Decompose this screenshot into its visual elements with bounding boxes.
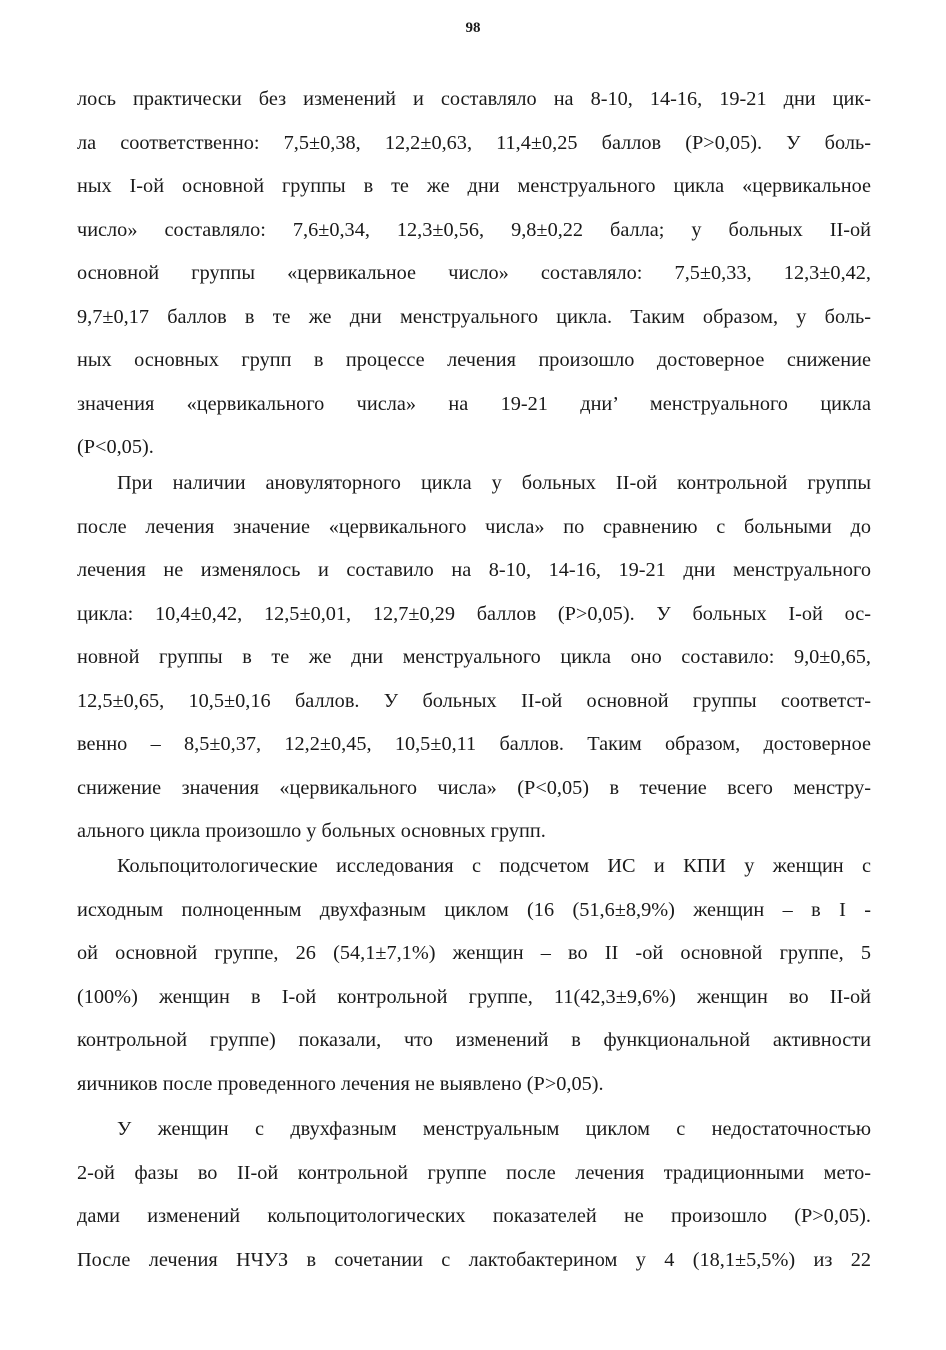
text-line: число» составляло: 7,6±0,34, 12,3±0,56, 9,8±0,22 балла; у больных II-ой [77,218,871,241]
text-line: 2-ой фазы во II-ой контрольной группе после лечения традиционными мето- [77,1161,871,1184]
text-line: Кольпоцитологические исследования с подсчетом ИС и КПИ у женщин с [117,855,871,877]
text-line: лось практически без изменений и составляло на 8-10, 14-16, 19-21 дни цик- [77,88,871,110]
text-line: дами изменений кольпоцитологических показателей не произошло (P>0,05). [77,1205,871,1227]
text-line: 12,5±0,65, 10,5±0,16 баллов. У больных II-ой основной группы соответст- [77,689,871,712]
paragraph-1 [77,78,871,470]
paragraph-3 [77,845,871,1106]
text-line: (100%) женщин в I-ой контрольной группе, 11(42,3±9,6%) женщин во II-ой [77,985,871,1008]
page-number: 98 [465,20,481,36]
text-line: При наличии ановуляторного цикла у больных II-ой контрольной группы [117,472,871,494]
text-line: контрольной группе) показали, что изменений в функциональной активности [77,1029,871,1051]
text-line: значения «цервикального числа» на 19-21 дни’ менструального цикла [77,392,871,415]
text-line: После лечения НЧУЗ в сочетании с лактобактерином у 4 (18,1±5,5%) из 22 [77,1248,871,1271]
text-line: лечения не изменялось и составило на 8-10, 14-16, 19-21 дни менструального [77,559,871,581]
text-line: 9,7±0,17 баллов в те же дни менструального цикла. Таким образом, у боль- [77,305,871,328]
text-line: У женщин с двухфазным менструальным циклом с недостаточностью [117,1118,871,1140]
text-line: ой основной группе, 26 (54,1±7,1%) женщин – во II -ой основной группе, 5 [77,942,871,964]
text-line: новной группы в те же дни менструального цикла оно составило: 9,0±0,65, [77,646,871,668]
text-line: ных I-ой основной группы в те же дни менструального цикла «цервикальное [77,175,871,197]
text-line: после лечения значение «цервикального числа» по сравнению с больными до [77,515,871,538]
paragraph-4 [77,1108,871,1282]
text-line: яичников после проведенного лечения не выявлено (P>0,05). [77,1072,604,1095]
text-line: цикла: 10,4±0,42, 12,5±0,01, 12,7±0,29 баллов (P>0,05). У больных I-ой ос- [77,602,871,625]
text-line: основной группы «цервикальное число» составляло: 7,5±0,33, 12,3±0,42, [77,262,871,284]
text-line: снижение значения «цервикального числа» (P<0,05) в течение всего менстру- [77,776,871,799]
text-line: ального цикла произошло у больных основных групп. [77,820,546,842]
text-line: (P<0,05). [77,436,154,458]
paragraph-2 [77,462,871,854]
text-line: венно – 8,5±0,37, 12,2±0,45, 10,5±0,11 баллов. Таким образом, достоверное [77,733,871,755]
text-line: ных основных групп в процессе лечения произошло достоверное снижение [77,349,871,371]
text-line: исходным полноценным двухфазным циклом (16 (51,6±8,9%) женщин – в I - [77,898,871,921]
text-line: ла соответственно: 7,5±0,38, 12,2±0,63, 11,4±0,25 баллов (P>0,05). У боль- [77,131,871,154]
